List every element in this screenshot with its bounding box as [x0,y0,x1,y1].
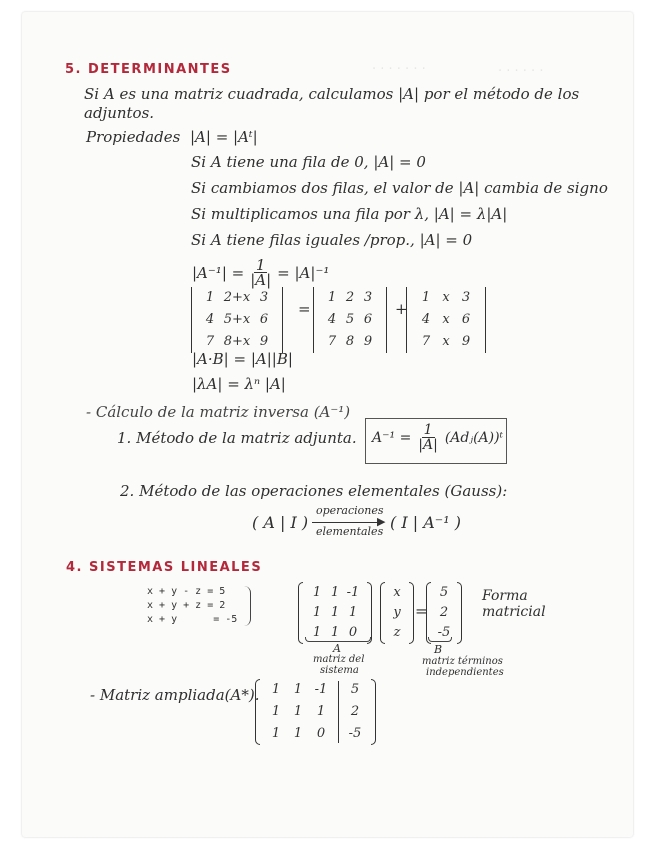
determinant-m1 [191,287,283,353]
B-description-1: matriz términos [422,656,503,667]
matrix-cell: 1 [271,704,281,719]
coefficient-matrix-cells [303,582,367,644]
gauss-right: ( I | A⁻¹ ) [390,513,461,532]
matrix-cell: 1 [312,585,322,600]
B-label: B [434,643,443,656]
matrix-cell: 1 [312,625,322,640]
matrix-cell: 2 [350,704,360,719]
gauss-left: ( A | I ) [252,513,309,532]
matrix-cell: -1 [314,682,328,697]
inverse-det-fraction [248,258,273,287]
matrix-cell: 9 [259,334,269,349]
intro-line-2: adjuntos. [84,104,155,122]
matrix-cell: 1 [327,290,337,305]
properties-label: Propiedades [86,128,181,146]
determinant-m2 [313,287,387,353]
matrix-cell: 1 [271,726,281,741]
determinant-m2-cells [318,287,382,353]
gauss-arrow [312,522,382,523]
variables-vector [380,582,414,644]
matrix-cell: 4 [421,312,431,327]
A-description-1: matriz del [313,654,365,665]
inverse-det-rhs: = |A|⁻¹ [277,263,330,282]
matrix-cell: -1 [346,585,360,600]
augmented-matrix [255,679,376,745]
matrix-cell: 1 [271,682,281,697]
matrix-cell: 1 [330,625,340,640]
product-rule: |A·B| = |A||B| [192,350,293,368]
matrix-bracket [409,582,414,644]
matrix-cell: 1 [316,704,326,719]
matrix-cell: 1 [205,290,215,305]
adjugate-denominator: |A| [418,437,438,453]
variables-vector-cells [385,582,409,644]
section-4-heading: 4. SISTEMAS LINEALES [66,560,263,575]
intro-line-1: Si A es una matriz cuadrada, calculamos |A| por el método de los [84,85,580,103]
determinant-m3-cells [411,287,481,353]
property-scale-row: Si multiplicamos una fila por λ, |A| = λ|A| [191,205,508,223]
matrix-cell: 3 [363,290,373,305]
matrix-cell: 1 [330,605,340,620]
property-zero-row: Si A tiene una fila de 0, |A| = 0 [191,153,426,171]
scalar-rule: |λA| = λⁿ |A| [192,375,286,393]
section-5-heading: 5. DETERMINANTES [65,62,232,77]
adjugate-numerator: 1 [423,422,433,438]
equals-sign: = [298,300,311,318]
inverse-matrix-title: - Cálculo de la matriz inversa (A⁻¹) [86,403,351,421]
matrix-cell: y [393,605,401,620]
inverse-det-lhs: |A⁻¹| = [192,263,245,282]
matrix-form-label-2: matricial [482,604,546,620]
matrix-cell: 7 [327,334,337,349]
matrix-bracket [481,287,486,353]
B-underbrace [428,637,452,642]
A-label: A [333,642,341,655]
method-1-label: 1. Método de la matriz adjunta. [117,429,357,447]
plus-sign: + [395,300,408,318]
matrix-cell: 0 [348,625,358,640]
determinant-m3 [406,287,486,353]
matrix-cell: 2+x [223,290,251,305]
matrix-cell: 1 [293,704,303,719]
matrix-cell: 2 [439,605,449,620]
matrix-cell: 5 [350,682,360,697]
matrix-cell: x [393,585,401,600]
adjugate-fraction [416,423,440,452]
matrix-cell: 9 [363,334,373,349]
show-through-text: · · · · · · [498,64,544,79]
matrix-cell: 5 [345,312,355,327]
matrix-bracket [371,679,376,745]
matrix-cell: 8 [345,334,355,349]
matrix-cell: 5 [439,585,449,600]
matrix-bracket [382,287,387,353]
method-2-label: 2. Método de las operaciones elementales (Gauss): [120,482,508,500]
property-transpose: |A| = |Aᵗ| [190,128,258,146]
constants-vector [426,582,462,644]
matrix-cell: x [442,312,450,327]
matrix-equals-sign: = [415,602,428,620]
matrix-cell: 4 [205,312,215,327]
matrix-cell: 6 [363,312,373,327]
constants-vector-cells [431,582,457,644]
A-description-2: sistema [320,665,359,676]
property-equal-rows: Si A tiene filas iguales /prop., |A| = 0 [191,231,473,249]
gauss-arrow-top-label: operaciones [316,504,384,517]
matrix-cell: 7 [205,334,215,349]
matrix-cell: 6 [461,312,471,327]
adjugate-formula [372,423,503,452]
matrix-cell: 1 [421,290,431,305]
matrix-cell: -5 [437,625,451,640]
property-swap-rows: Si cambiamos dos filas, el valor de |A| cambia de signo [191,179,608,197]
matrix-cell: 7 [421,334,431,349]
augmented-matrix-coefficients [260,679,338,745]
matrix-cell: 2 [345,290,355,305]
B-description-2: independientes [426,667,504,678]
matrix-cell: 1 [312,605,322,620]
inverse-determinant-formula [192,258,329,287]
system-eq-3: x + y = -5 [147,614,238,625]
coefficient-matrix [298,582,372,644]
gauss-arrow-bottom-label: elementales [316,525,384,538]
matrix-cell: 1 [293,682,303,697]
matrix-cell: 0 [316,726,326,741]
matrix-cell: 3 [259,290,269,305]
matrix-cell: 3 [461,290,471,305]
show-through-text: · · · · · · · [372,62,426,77]
adjugate-rhs: (Adⱼ(A))ᵗ [444,429,504,446]
matrix-form-label-1: Forma [482,588,528,604]
inverse-det-denominator: |A| [250,271,272,289]
matrix-cell: 4 [327,312,337,327]
matrix-cell: 6 [259,312,269,327]
matrix-bracket [278,287,283,353]
system-eq-2: x + y + z = 2 [147,600,226,611]
matrix-cell: 9 [461,334,471,349]
matrix-cell: x [442,290,450,305]
matrix-cell: 1 [293,726,303,741]
matrix-bracket [367,582,372,644]
matrix-cell: 1 [348,605,358,620]
system-brace [244,586,251,626]
determinant-m1-cells [196,287,278,353]
adjugate-lhs: A⁻¹ = [372,429,412,446]
gauss-arrow-head-icon: ▶ [377,515,386,528]
matrix-cell: z [393,625,401,640]
matrix-cell: 1 [330,585,340,600]
augmented-matrix-constants [339,679,371,745]
system-eq-1: x + y - z = 5 [147,586,226,597]
matrix-bracket [457,582,462,644]
matrix-cell: 8+x [223,334,251,349]
matrix-cell: -5 [348,726,362,741]
inverse-det-numerator: 1 [255,256,266,274]
matrix-cell: 5+x [223,312,251,327]
augmented-matrix-label: - Matriz ampliada(A*). [90,686,260,704]
matrix-cell: x [442,334,450,349]
